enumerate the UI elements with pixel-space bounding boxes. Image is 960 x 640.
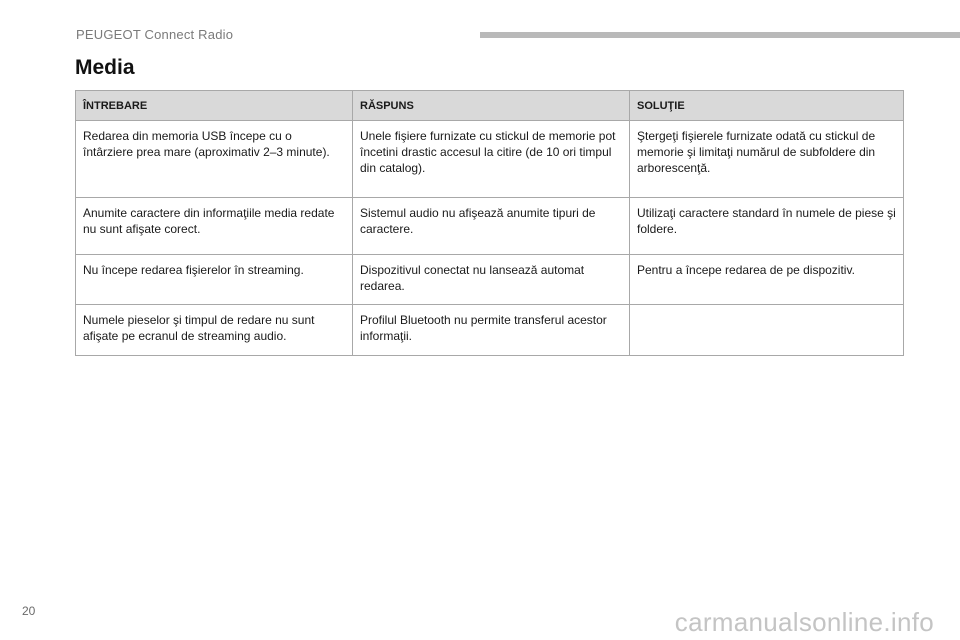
document-header-title: PEUGEOT Connect Radio: [76, 27, 234, 42]
answer-text: Sistemul audio nu afişează anumite tipuri de caractere.: [360, 206, 596, 236]
table-row: [76, 198, 904, 255]
page-number: 20: [22, 604, 36, 618]
table-row: [76, 255, 904, 305]
faq-table: [75, 90, 904, 356]
solution-cell: [630, 255, 904, 305]
section-title: Media: [75, 56, 135, 79]
answer-cell: [353, 198, 630, 255]
answer-cell: [353, 305, 630, 356]
question-cell: [76, 198, 353, 255]
solution-cell: [630, 198, 904, 255]
answer-cell: [353, 121, 630, 198]
question-text: Redarea din memoria USB începe cu o întârziere prea mare (aproximativ 2–3 minute).: [83, 129, 330, 159]
answer-cell: [353, 255, 630, 305]
question-cell: [76, 121, 353, 198]
solution-cell: [630, 305, 904, 356]
table-row: [76, 305, 904, 356]
question-text: Numele pieselor şi timpul de redare nu sunt afişate pe ecranul de streaming audio.: [83, 313, 315, 343]
solution-text: Utilizaţi caractere standard în numele de piese şi foldere.: [637, 206, 896, 236]
question-text: Nu începe redarea fişierelor în streaming.: [83, 263, 304, 277]
watermark: carmanualsonline.info: [674, 607, 934, 637]
solution-cell: [630, 121, 904, 198]
column-header-question: ÎNTREBARE: [76, 91, 353, 121]
question-cell: [76, 305, 353, 356]
question-text: Anumite caractere din informaţiile media redate nu sunt afişate corect.: [83, 206, 335, 236]
answer-text: Dispozitivul conectat nu lansează automat redarea.: [360, 263, 585, 293]
table-header-row: [76, 91, 904, 121]
question-cell: [76, 255, 353, 305]
header-divider-bar: [480, 32, 960, 38]
column-header-solution: SOLUŢIE: [630, 91, 904, 121]
solution-text: Ştergeţi fişierele furnizate odată cu stickul de memorie şi limitaţi numărul de subfoldere din arborescenţă.: [637, 129, 876, 175]
answer-text: Unele fişiere furnizate cu stickul de memorie pot încetini drastic accesul la citire (de 10 ori timpul din catalog).: [360, 129, 616, 175]
answer-text: Profilul Bluetooth nu permite transferul acestor informaţii.: [360, 313, 607, 343]
column-header-answer: RĂSPUNS: [353, 91, 630, 121]
table-row: [76, 121, 904, 198]
solution-text: Pentru a începe redarea de pe dispozitiv.: [637, 263, 855, 277]
